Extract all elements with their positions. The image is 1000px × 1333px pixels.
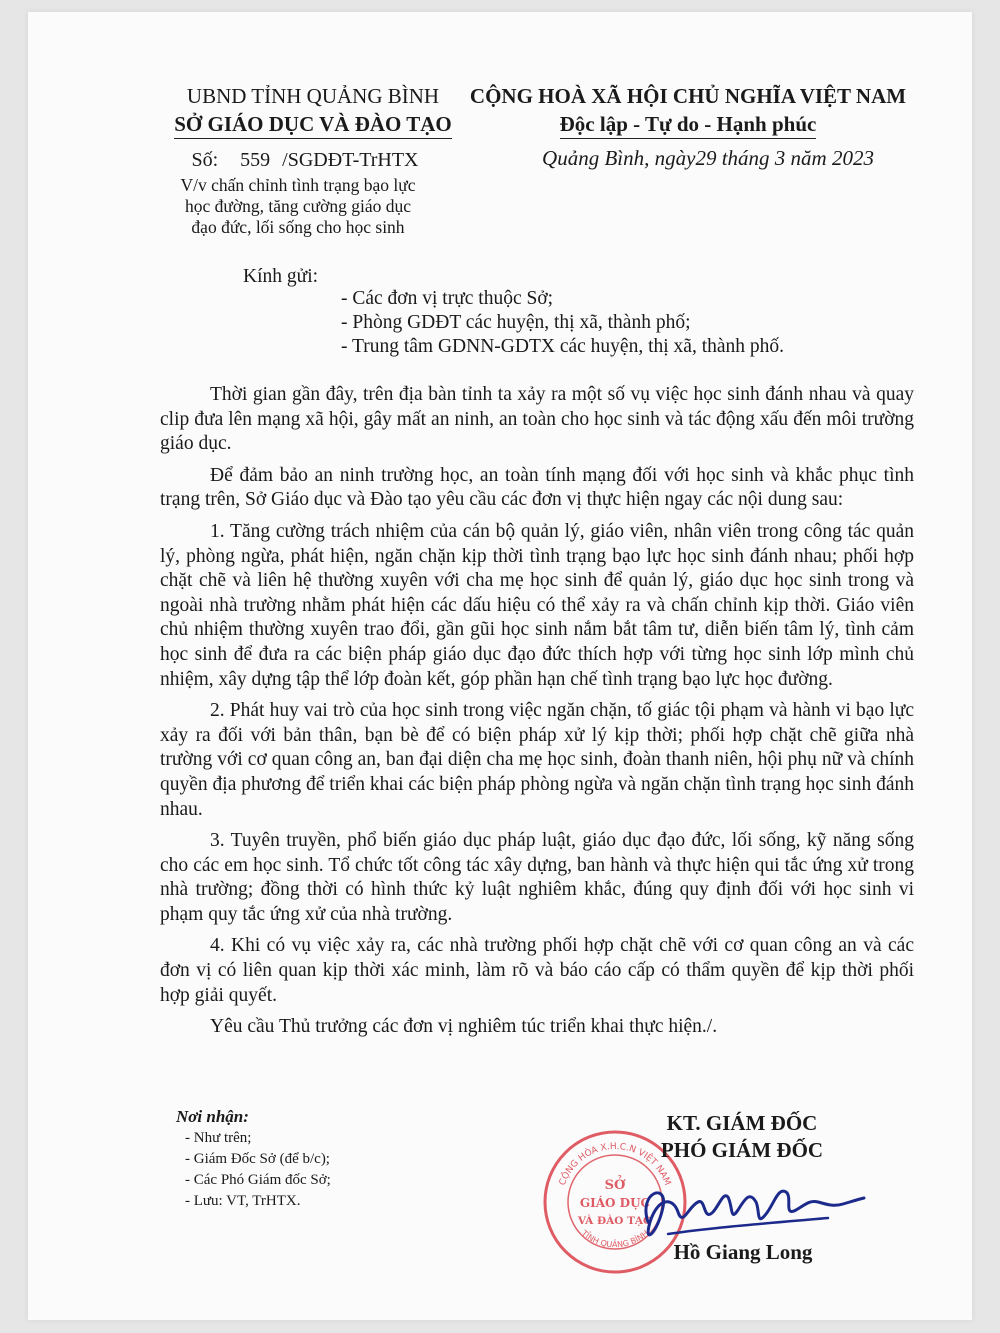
issuing-agency	[148, 82, 478, 139]
document-page	[28, 12, 972, 1320]
document-subject	[138, 175, 458, 238]
stamp-center-line2: GIÁO DỤC	[579, 1196, 651, 1210]
recipient-item: - Phòng GDĐT các huyện, thị xã, thành phố;	[341, 312, 691, 333]
distribution-item: - Lưu: VT, TrHTX.	[185, 1193, 301, 1209]
body-paragraph: 3. Tuyên truyền, phổ biến giáo dục pháp luật, giáo dục đạo đức, lối sống, kỹ năng sống cho các em học sinh. Tổ chức tốt công tác xây dựng, ban hành và thực hiện qui tắc ứng xử trong nhà trường; đồng thời có hình thức kỷ luật nghiêm khắc, đúng quy định đối với học sinh vi phạm quy tắc ứng xử của nhà trường.	[160, 830, 914, 925]
distribution-item: - Giám Đốc Sở (để b/c);	[185, 1151, 330, 1167]
agency-parent: UBND TỈNH QUẢNG BÌNH	[186, 84, 440, 108]
subject-line: V/v chấn chỉnh tình trạng bạo lực	[180, 175, 416, 195]
body-paragraph: Để đảm bảo an ninh trường học, an toàn tính mạng đối với học sinh và khắc phục tình trạng trên, Sở Giáo dục và Đào tạo yêu cầu các đơn vị thực hiện ngay các nội dung sau:	[160, 464, 914, 511]
recipient-list	[341, 287, 784, 359]
body-paragraph: 4. Khi có vụ việc xảy ra, các nhà trường phối hợp chặt chẽ với cơ quan công an và các đơn vị có liên quan kịp thời xác minh, làm rõ và báo cáo cấp có thẩm quyền để kịp thời phối hợp giải quyết.	[160, 935, 914, 1006]
doc-number-label: Số:	[191, 149, 219, 171]
stamp-center-line3: VÀ ĐÀO TẠO	[577, 1215, 653, 1227]
distribution-item: - Các Phó Giám đốc Sở;	[185, 1172, 331, 1188]
national-motto	[438, 82, 938, 139]
signature-title	[628, 1110, 856, 1164]
recipient-item: - Trung tâm GDNN-GDTX các huyện, thị xã, thành phố.	[341, 336, 785, 357]
document-number	[160, 149, 450, 172]
signer-role-2: PHÓ GIÁM ĐỐC	[660, 1138, 824, 1162]
doc-number-code: /SGDĐT-TrHTX	[282, 149, 419, 171]
motto: Độc lập - Tự do - Hạnh phúc	[560, 110, 817, 139]
addressee-label: Kính gửi:	[243, 266, 319, 287]
subject-line: đạo đức, lối sống cho học sinh	[191, 217, 405, 237]
signer-role-1: KT. GIÁM ĐỐC	[666, 1111, 818, 1135]
issue-date: Quảng Bình, ngày29 tháng 3 năm 2023	[542, 146, 874, 170]
closing-line: Yêu cầu Thủ trưởng các đơn vị nghiêm túc triển khai thực hiện./.	[210, 1016, 718, 1038]
stamp-center-line1: SỞ	[604, 1178, 626, 1193]
distribution-list	[185, 1128, 331, 1212]
document-body	[160, 383, 914, 1047]
body-paragraph: 2. Phát huy vai trò của học sinh trong việc ngăn chặn, tố giác tội phạm và hành vi bạo lực xảy ra đối với bản thân, bạn bè để có biện pháp xử lý kịp thời; phối hợp chặt chẽ giữa nhà trường với cơ quan công an, ban đại diện cha mẹ học sinh, đoàn thanh niên, hội phụ nữ và chính quyền địa phương để triển khai các biện pháp phòng ngừa và ngăn chặn tình trạng học sinh đánh nhau.	[160, 700, 914, 820]
subject-line: học đường, tăng cường giáo dục	[184, 196, 412, 216]
body-paragraph: Thời gian gần đây, trên địa bàn tỉnh ta xảy ra một số vụ việc học sinh đánh nhau và quay clip đưa lên mạng xã hội, gây mất an ninh, an toàn cho học sinh và tác động xấu đến môi trường giáo dục.	[160, 384, 914, 455]
nation-name: CỘNG HOÀ XÃ HỘI CHỦ NGHĨA VIỆT NAM	[469, 84, 907, 108]
distribution-item: - Như trên;	[185, 1130, 252, 1146]
agency-name: SỞ GIÁO DỤC VÀ ĐÀO TẠO	[174, 110, 452, 139]
stamp-ring-text: CỘNG HÒA X.H.C.N VIỆT NAM	[557, 1141, 673, 1187]
signer-name: Hồ Giang Long	[673, 1240, 813, 1264]
recipient-item: - Các đơn vị trực thuộc Sở;	[341, 288, 554, 309]
stamp-bottom-text: TỈNH QUẢNG BÌNH	[579, 1228, 651, 1250]
distribution-label: Nơi nhận:	[176, 1107, 249, 1126]
body-paragraph: 1. Tăng cường trách nhiệm của cán bộ quản lý, giáo viên, nhân viên trong công tác quản lý, phòng ngừa, phát hiện, ngăn chặn kịp thời tình trạng bạo lực học sinh đánh nhau; phối hợp chặt chẽ và liên hệ thường xuyên với cha mẹ học sinh để quản lý, giáo dục học sinh trong và ngoài nhà trường nhằm phát hiện các dấu hiệu có thể xảy ra và chấn chỉnh kịp thời. Giáo viên chủ nhiệm thường xuyên trao đổi, gần gũi học sinh nắm bắt tâm tư, diễn biến tâm lý, tình cảm học sinh để đưa ra các biện pháp giáo dục đạo đức thích hợp với từng học sinh lớp mình chủ nhiệm, xây dựng tập thể lớp đoàn kết, góp phần hạn chế tình trạng bạo lực học đường.	[160, 520, 914, 690]
doc-number-value: 559	[240, 149, 271, 171]
